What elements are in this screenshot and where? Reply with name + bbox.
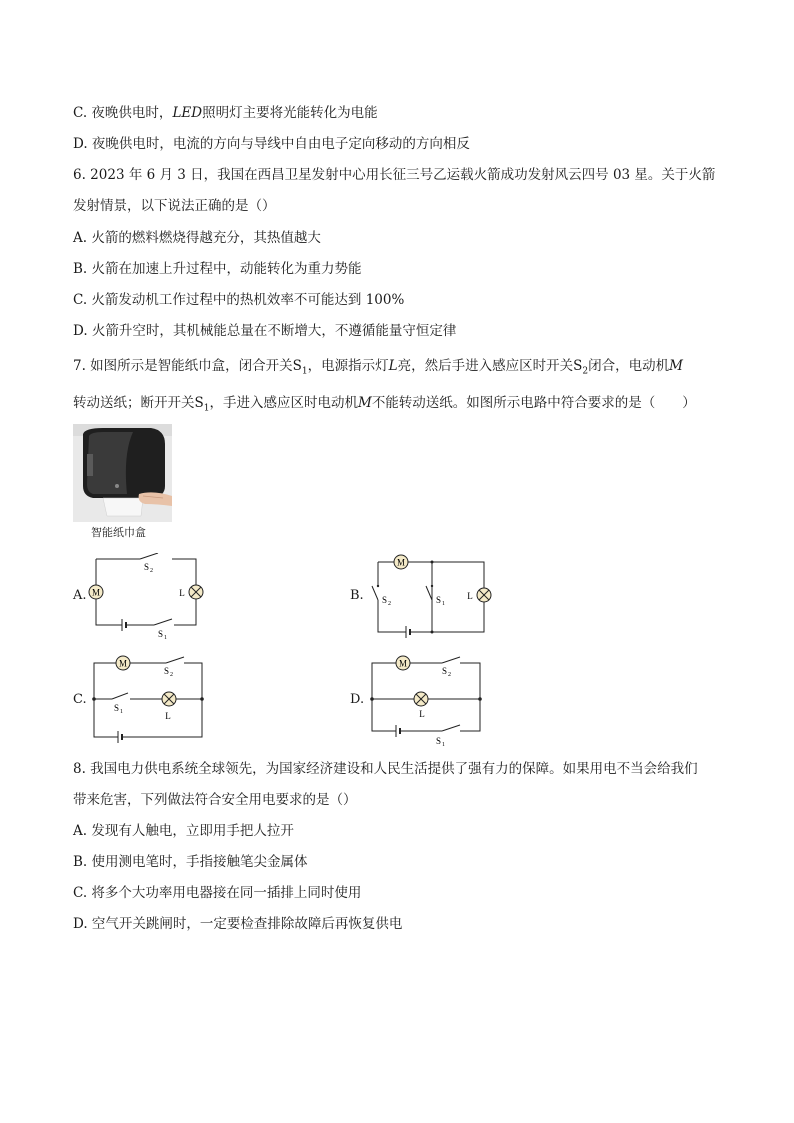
- svg-text:L: L: [179, 588, 185, 598]
- q7-stem-line1: 7. 如图所示是智能纸巾盒，闭合开关$S_1$，电源指示灯L亮，然后手进入感应区时开关$S_2$闭合，电动机M: [73, 358, 683, 377]
- q8-option-a: A. 发现有人触电，立即用手把人拉开: [73, 823, 294, 839]
- svg-text:S: S: [144, 562, 150, 572]
- svg-text:1: 1: [442, 742, 445, 747]
- q6-option-d: D. 火箭升空时，其机械能总量在不断增大，不遵循能量守恒定律: [73, 323, 457, 339]
- circuit-c-label: C.: [73, 692, 87, 707]
- svg-text:L: L: [165, 711, 171, 721]
- svg-text:2: 2: [150, 568, 153, 574]
- led-term: LED: [172, 105, 203, 121]
- svg-text:S: S: [442, 666, 448, 676]
- tissue-box-illustration: [73, 424, 172, 522]
- svg-text:2: 2: [388, 601, 391, 607]
- circuit-b-diagram: [368, 550, 494, 642]
- svg-text:M: M: [396, 557, 406, 568]
- circuit-a-label: A.: [73, 588, 87, 603]
- svg-text:S: S: [436, 595, 442, 605]
- svg-text:S: S: [158, 629, 164, 639]
- svg-text:L: L: [467, 591, 473, 601]
- circuit-a-diagram: [88, 553, 206, 641]
- q6-stem-line2: 发射情景，以下说法正确的是（）: [73, 198, 276, 214]
- q6-stem-line1: 6. 2023 年 6 月 3 日，我国在西昌卫星发射中心用长征三号乙运载火箭成功发射风云四号 03 星。关于火箭: [73, 167, 716, 183]
- circuit-d-label: D.: [350, 692, 365, 707]
- lamp-icon: [189, 585, 203, 599]
- photo-caption: 智能纸巾盒: [91, 526, 146, 539]
- circuit-d-diagram: [366, 651, 486, 747]
- svg-text:M: M: [398, 658, 408, 669]
- tissue-box-photo: [73, 424, 172, 522]
- q5-option-c: C. 夜晚供电时，LED照明灯主要将光能转化为电能: [73, 105, 378, 121]
- motor-icon: [89, 585, 103, 599]
- q8-option-c: C. 将多个大功率用电器接在同一插排上同时使用: [73, 885, 362, 901]
- circuit-c-diagram: [88, 651, 208, 747]
- q7-stem-line2: 转动送纸；断开开关$S_1$，手进入感应区时电动机M不能转动送纸。如图所示电路中符合要求的是（ ）: [73, 395, 696, 414]
- svg-text:1: 1: [442, 601, 445, 607]
- q6-option-b: B. 火箭在加速上升过程中，动能转化为重力势能: [73, 261, 362, 277]
- q8-option-d: D. 空气开关跳闸时，一定要检查排除故障后再恢复供电: [73, 916, 403, 932]
- q8-stem-line2: 带来危害，下列做法符合安全用电要求的是（）: [73, 792, 357, 808]
- svg-text:S: S: [382, 595, 388, 605]
- motor-icon: [394, 555, 408, 569]
- motor-icon: [396, 656, 410, 670]
- svg-text:1: 1: [120, 709, 123, 715]
- svg-text:S: S: [436, 736, 442, 746]
- svg-text:L: L: [419, 709, 425, 719]
- circuit-b-label: B.: [350, 588, 364, 603]
- svg-text:M: M: [118, 658, 128, 669]
- svg-text:M: M: [91, 587, 101, 598]
- q6-option-c: C. 火箭发动机工作过程中的热机效率不可能达到 100%: [73, 292, 405, 308]
- lamp-icon: [477, 588, 491, 602]
- q6-option-a: A. 火箭的燃料燃烧得越充分，其热值越大: [73, 230, 321, 246]
- motor-icon: [116, 656, 130, 670]
- svg-text:2: 2: [170, 672, 173, 678]
- lamp-icon: [162, 692, 176, 706]
- q8-stem-line1: 8. 我国电力供电系统全球领先，为国家经济建设和人民生活提供了强有力的保障。如果用电不当会给我们: [73, 761, 698, 777]
- svg-text:S: S: [114, 703, 120, 713]
- q5-option-d: D. 夜晚供电时，电流的方向与导线中自由电子定向移动的方向相反: [73, 136, 470, 152]
- lamp-icon: [414, 692, 428, 706]
- svg-text:1: 1: [164, 635, 167, 641]
- svg-text:S: S: [164, 666, 170, 676]
- svg-text:2: 2: [448, 672, 451, 678]
- q8-option-b: B. 使用测电笔时，手指接触笔尖金属体: [73, 854, 308, 870]
